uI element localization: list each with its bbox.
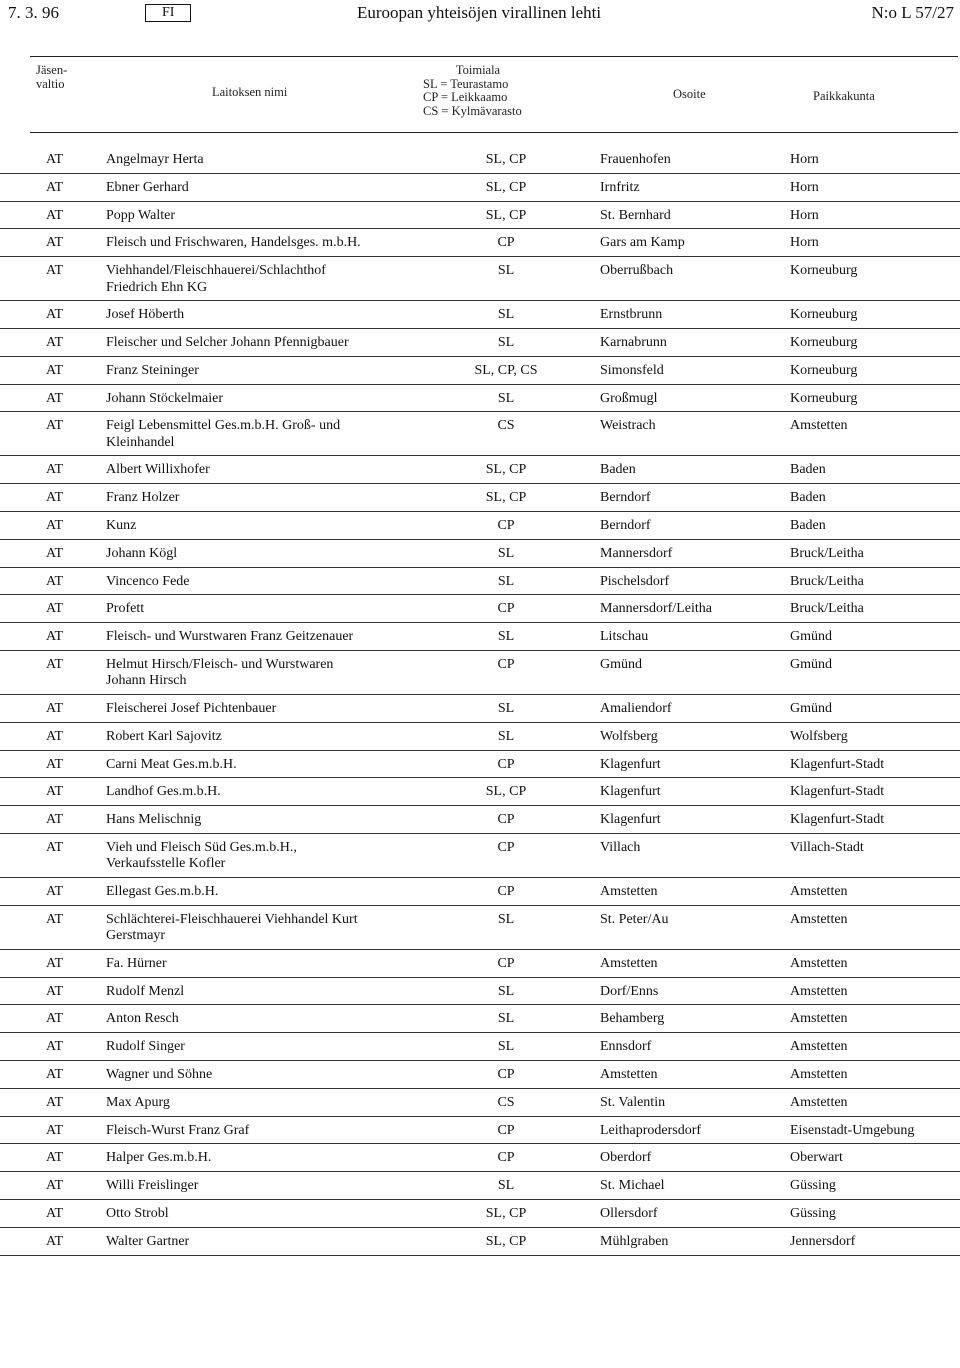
address-cell: Oberdorf [600, 1150, 652, 1166]
table-row [0, 456, 960, 484]
table-row [0, 834, 960, 878]
locality-cell: Klagenfurt-Stadt [790, 812, 885, 828]
member-state-cell: AT [46, 883, 64, 899]
establishment-name-cell [106, 235, 396, 252]
locality-cell: Gmünd [790, 629, 832, 645]
member-state-cell: AT [46, 1178, 64, 1194]
establishment-name-cell [106, 546, 396, 563]
establishment-name-line: Fleisch- und Wurstwaren Franz Geitzenauer [106, 629, 354, 645]
activity-cell: CP [497, 839, 515, 855]
table-row [0, 1033, 960, 1061]
table-row [0, 484, 960, 512]
establishment-name-line: Fleischer und Selcher Johann Pfennigbauer [106, 334, 349, 350]
address-cell: Ernstbrunn [600, 307, 663, 323]
establishment-name-line: Angelmayr Herta [106, 152, 204, 167]
locality-cell: Horn [790, 207, 819, 223]
locality-cell: Amstetten [790, 955, 848, 971]
table-row [0, 540, 960, 568]
establishment-table-body [0, 146, 960, 1256]
member-state-cell: AT [46, 573, 64, 589]
establishment-name-line: Feigl Lebensmittel Ges.m.b.H. Groß- und [106, 418, 341, 434]
table-row [0, 301, 960, 329]
locality-cell: Güssing [790, 1205, 836, 1221]
establishment-name-cell [106, 263, 396, 296]
locality-cell: Baden [790, 517, 826, 533]
address-cell: St. Michael [600, 1178, 665, 1194]
activity-cell: SL [497, 983, 515, 999]
activity-cell: SL [497, 545, 515, 561]
establishment-name-line: Fleisch-Wurst Franz Graf [106, 1122, 250, 1138]
activity-cell: SL [497, 1039, 515, 1055]
member-state-cell: AT [46, 911, 64, 927]
establishment-name-line: Hans Melischnig [106, 812, 202, 828]
locality-cell: Gmünd [790, 656, 832, 672]
column-header-address: Osoite [673, 87, 706, 101]
table-row [0, 1172, 960, 1200]
establishment-name-cell [106, 757, 396, 774]
address-cell: Amstetten [600, 883, 658, 899]
establishment-name-cell [106, 1150, 396, 1167]
activity-cell: SL, CP, CS [474, 362, 538, 378]
locality-cell: Güssing [790, 1178, 836, 1194]
locality-cell: Baden [790, 462, 826, 478]
locality-cell: Horn [790, 152, 819, 167]
member-state-cell: AT [46, 334, 64, 350]
address-cell: Frauenhofen [600, 152, 671, 167]
establishment-name-line: Vieh und Fleisch Süd Ges.m.b.H., [106, 839, 297, 855]
locality-cell: Bruck/Leitha [790, 545, 864, 561]
establishment-name-cell [106, 208, 396, 225]
establishment-name-line: Fleisch und Frischwaren, Handelsges. m.b.H. [106, 235, 361, 251]
establishment-name-cell [106, 1067, 396, 1084]
table-row [0, 1200, 960, 1228]
locality-cell: Amstetten [790, 1039, 848, 1055]
establishment-name-cell [106, 956, 396, 973]
table-row [0, 906, 960, 950]
address-cell: Klagenfurt [600, 812, 661, 828]
language-code-box: FI [145, 4, 191, 22]
member-state-cell: AT [46, 517, 64, 533]
table-row [0, 329, 960, 357]
table-row [0, 174, 960, 202]
activity-cell: CP [497, 235, 515, 251]
member-state-cell: AT [46, 390, 64, 406]
address-cell: Amstetten [600, 1066, 658, 1082]
address-cell: Berndorf [600, 490, 651, 506]
table-row [0, 568, 960, 596]
establishment-name-cell [106, 1178, 396, 1195]
establishment-name-cell [106, 1234, 396, 1251]
locality-cell: Amstetten [790, 983, 848, 999]
page-header [0, 0, 960, 30]
table-row [0, 1005, 960, 1033]
locality-cell: Amstetten [790, 1094, 848, 1110]
activity-cell: CP [497, 601, 515, 617]
establishment-name-line: Halper Ges.m.b.H. [106, 1150, 212, 1166]
table-row [0, 1228, 960, 1256]
establishment-name-cell [106, 152, 396, 169]
table-row [0, 1144, 960, 1172]
locality-cell: Korneuburg [790, 362, 858, 378]
table-row [0, 357, 960, 385]
locality-cell: Amstetten [790, 418, 848, 434]
member-state-cell: AT [46, 362, 64, 378]
column-header-locality: Paikkakunta [813, 89, 875, 103]
establishment-name-line: Johann Stöckelmaier [106, 390, 224, 406]
establishment-name-line: Landhof Ges.m.b.H. [106, 784, 221, 800]
establishment-name-line: Anton Resch [106, 1011, 179, 1027]
member-state-cell: AT [46, 656, 64, 672]
address-cell: Villach [600, 839, 641, 855]
table-row [0, 978, 960, 1006]
locality-cell: Jennersdorf [790, 1233, 856, 1249]
establishment-name-cell [106, 418, 396, 451]
establishment-name-line: Verkaufsstelle Kofler [106, 856, 226, 872]
member-state-cell: AT [46, 490, 64, 506]
address-cell: Mühlgraben [600, 1233, 669, 1249]
establishment-name-cell [106, 701, 396, 718]
locality-cell: Baden [790, 490, 826, 506]
locality-cell: Wolfsberg [790, 728, 848, 744]
table-row [0, 412, 960, 456]
member-state-cell: AT [46, 728, 64, 744]
address-cell: Baden [600, 462, 636, 478]
member-state-cell: AT [46, 235, 64, 251]
address-cell: Ollersdorf [600, 1205, 658, 1221]
member-state-cell: AT [46, 839, 64, 855]
address-cell: Weistrach [600, 418, 656, 434]
activity-cell: SL [497, 573, 515, 589]
publication-date: 7. 3. 96 [8, 3, 59, 22]
member-state-cell: AT [46, 462, 64, 478]
establishment-name-cell [106, 629, 396, 646]
locality-cell: Horn [790, 235, 819, 251]
activity-legend-line: SL = Teurastamo [423, 76, 509, 91]
address-cell: St. Bernhard [600, 207, 671, 223]
locality-cell: Gmünd [790, 700, 832, 716]
table-row [0, 1117, 960, 1145]
column-header-establishment: Laitoksen nimi [212, 85, 288, 99]
locality-cell: Amstetten [790, 1011, 848, 1027]
table-row [0, 778, 960, 806]
establishment-name-line: Rudolf Singer [106, 1039, 185, 1055]
member-state-cell: AT [46, 179, 64, 195]
establishment-name-line: Ellegast Ges.m.b.H. [106, 883, 219, 899]
establishment-name-cell [106, 1206, 396, 1223]
establishment-name-cell [106, 180, 396, 197]
activity-cell: SL, CP [485, 490, 527, 506]
establishment-name-line: Schlächterei-Fleischhauerei Viehhandel Kurt [106, 911, 358, 927]
address-cell: Großmugl [600, 390, 658, 406]
establishment-name-line: Viehhandel/Fleischhauerei/Schlachthof [106, 263, 326, 279]
activity-legend-line: CP = Leikkaamo [423, 90, 508, 104]
table-header-rule [30, 132, 958, 133]
column-header-member-state-line: valtio [36, 76, 65, 91]
member-state-cell: AT [46, 955, 64, 971]
activity-cell: SL, CP [485, 207, 527, 223]
activity-cell: SL, CP [485, 462, 527, 478]
establishment-name-cell [106, 335, 396, 352]
establishment-name-cell [106, 812, 396, 829]
locality-cell: Villach-Stadt [790, 839, 864, 855]
establishment-name-cell [106, 363, 396, 380]
address-cell: Litschau [600, 629, 649, 645]
address-cell: Klagenfurt [600, 756, 661, 772]
establishment-name-line: Friedrich Ehn KG [106, 279, 208, 295]
establishment-name-cell [106, 490, 396, 507]
locality-cell: Amstetten [790, 911, 848, 927]
establishment-name-cell [106, 518, 396, 535]
table-row [0, 751, 960, 779]
establishment-name-cell [106, 1011, 396, 1028]
establishment-name-cell [106, 657, 396, 690]
locality-cell: Korneuburg [790, 307, 858, 323]
member-state-cell: AT [46, 629, 64, 645]
activity-cell: CS [497, 1094, 515, 1110]
establishment-name-line: Vincenco Fede [106, 573, 190, 589]
member-state-cell: AT [46, 1094, 64, 1110]
table-row [0, 651, 960, 695]
member-state-cell: AT [46, 418, 64, 434]
table-row [0, 146, 960, 174]
address-cell: Behamberg [600, 1011, 665, 1027]
establishment-name-cell [106, 729, 396, 746]
establishment-name-line: Carni Meat Ges.m.b.H. [106, 756, 237, 772]
establishment-name-line: Max Apurg [106, 1094, 170, 1110]
journal-title: Euroopan yhteisöjen virallinen lehti [357, 3, 602, 22]
establishment-name-cell [106, 1039, 396, 1056]
address-cell: Mannersdorf [600, 545, 673, 561]
activity-cell: SL [497, 1011, 515, 1027]
table-row [0, 806, 960, 834]
member-state-cell: AT [46, 1205, 64, 1221]
table-row [0, 950, 960, 978]
table-row [0, 623, 960, 651]
activity-cell: CP [497, 883, 515, 899]
establishment-name-line: Fleischerei Josef Pichtenbauer [106, 700, 277, 716]
activity-cell: SL, CP [485, 784, 527, 800]
activity-cell: SL, CP [485, 179, 527, 195]
address-cell: Gars am Kamp [600, 235, 685, 251]
locality-cell: Korneuburg [790, 334, 858, 350]
activity-cell: SL, CP [485, 152, 527, 167]
address-cell: Irnfritz [600, 179, 640, 195]
activity-cell: SL [497, 390, 515, 406]
activity-cell: SL [497, 911, 515, 927]
member-state-cell: AT [46, 812, 64, 828]
column-header-activity-title: Toimiala [455, 63, 501, 77]
establishment-name-cell [106, 1123, 396, 1140]
locality-cell: Bruck/Leitha [790, 573, 864, 589]
locality-cell: Klagenfurt-Stadt [790, 756, 885, 772]
member-state-cell: AT [46, 700, 64, 716]
table-header [0, 56, 960, 132]
locality-cell: Klagenfurt-Stadt [790, 784, 885, 800]
address-cell: Amstetten [600, 955, 658, 971]
address-cell: Berndorf [600, 517, 651, 533]
activity-cell: SL [497, 334, 515, 350]
member-state-cell: AT [46, 545, 64, 561]
table-row [0, 229, 960, 257]
address-cell: Oberrußbach [600, 263, 674, 279]
establishment-name-line: Robert Karl Sajovitz [106, 728, 222, 744]
column-header-member-state [36, 64, 67, 91]
locality-cell: Bruck/Leitha [790, 601, 864, 617]
activity-cell: SL [497, 1178, 515, 1194]
locality-cell: Korneuburg [790, 390, 858, 406]
establishment-name-line: Johann Hirsch [106, 673, 187, 689]
member-state-cell: AT [46, 207, 64, 223]
address-cell: Gmünd [600, 656, 642, 672]
column-header-activity [423, 64, 533, 118]
locality-cell: Amstetten [790, 883, 848, 899]
member-state-cell: AT [46, 1066, 64, 1082]
activity-cell: CP [497, 1066, 515, 1082]
member-state-cell: AT [46, 1122, 64, 1138]
member-state-cell: AT [46, 1150, 64, 1166]
table-row [0, 202, 960, 230]
table-row [0, 1089, 960, 1117]
member-state-cell: AT [46, 983, 64, 999]
establishment-name-cell [106, 462, 396, 479]
member-state-cell: AT [46, 1011, 64, 1027]
table-row [0, 878, 960, 906]
address-cell: Mannersdorf/Leitha [600, 601, 712, 617]
address-cell: Ennsdorf [600, 1039, 652, 1055]
activity-cell: SL [497, 700, 515, 716]
establishment-name-line: Franz Holzer [106, 490, 180, 506]
establishment-name-line: Wagner und Söhne [106, 1066, 213, 1082]
establishment-name-cell [106, 307, 396, 324]
establishment-name-cell [106, 840, 396, 873]
establishment-name-cell [106, 391, 396, 408]
activity-cell: SL [497, 629, 515, 645]
establishment-name-line: Ebner Gerhard [106, 179, 189, 195]
member-state-cell: AT [46, 601, 64, 617]
establishment-name-cell [106, 574, 396, 591]
member-state-cell: AT [46, 756, 64, 772]
establishment-name-line: Gerstmayr [106, 928, 166, 944]
activity-cell: CP [497, 812, 515, 828]
establishment-name-line: Helmut Hirsch/Fleisch- und Wurstwaren [106, 656, 334, 672]
address-cell: Klagenfurt [600, 784, 661, 800]
activity-cell: CP [497, 1150, 515, 1166]
establishment-name-line: Popp Walter [106, 207, 175, 223]
establishment-name-cell [106, 984, 396, 1001]
member-state-cell: AT [46, 1233, 64, 1249]
address-cell: Leithaprodersdorf [600, 1122, 702, 1138]
establishment-name-cell [106, 912, 396, 945]
table-row [0, 257, 960, 301]
address-cell: Amaliendorf [600, 700, 672, 716]
page-reference: N:o L 57/27 [871, 3, 954, 22]
table-row [0, 723, 960, 751]
activity-cell: SL, CP [485, 1233, 527, 1249]
locality-cell: Amstetten [790, 1066, 848, 1082]
activity-cell: SL [497, 307, 515, 323]
establishment-name-line: Fa. Hürner [106, 955, 167, 971]
establishment-name-line: Kleinhandel [106, 434, 175, 450]
table-row [0, 512, 960, 540]
activity-cell: CP [497, 517, 515, 533]
establishment-name-line: Johann Kögl [106, 545, 178, 561]
locality-cell: Horn [790, 179, 819, 195]
address-cell: St. Peter/Au [600, 911, 669, 927]
establishment-name-line: Otto Strobl [106, 1205, 169, 1221]
activity-cell: CP [497, 756, 515, 772]
member-state-cell: AT [46, 1039, 64, 1055]
locality-cell: Oberwart [790, 1150, 843, 1166]
member-state-cell: AT [46, 784, 64, 800]
address-cell: St. Valentin [600, 1094, 666, 1110]
member-state-cell: AT [46, 307, 64, 323]
establishment-name-line: Franz Steininger [106, 362, 199, 378]
activity-legend-line: CS = Kylmävarasto [423, 103, 522, 118]
locality-cell: Eisenstadt-Umgebung [790, 1122, 915, 1138]
establishment-name-cell [106, 601, 396, 618]
establishment-name-cell [106, 1095, 396, 1112]
table-row [0, 695, 960, 723]
address-cell: Karnabrunn [600, 334, 667, 350]
activity-cell: CP [497, 1122, 515, 1138]
locality-cell: Korneuburg [790, 263, 858, 279]
activity-cell: CP [497, 955, 515, 971]
establishment-name-line: Profett [106, 601, 145, 617]
establishment-name-line: Willi Freislinger [106, 1178, 199, 1194]
establishment-name-line: Kunz [106, 517, 137, 533]
establishment-name-line: Albert Willixhofer [106, 462, 210, 478]
establishment-name-line: Josef Höberth [106, 307, 185, 323]
address-cell: Pischelsdorf [600, 573, 670, 589]
establishment-name-cell [106, 884, 396, 901]
table-row [0, 595, 960, 623]
establishment-name-line: Walter Gartner [106, 1233, 190, 1249]
address-cell: Simonsfeld [600, 362, 664, 378]
establishment-name-cell [106, 784, 396, 801]
activity-cell: CP [497, 656, 515, 672]
address-cell: Dorf/Enns [600, 983, 659, 999]
table-row [0, 1061, 960, 1089]
table-row [0, 385, 960, 413]
activity-cell: SL [497, 728, 515, 744]
establishment-name-line: Rudolf Menzl [106, 983, 185, 999]
address-cell: Wolfsberg [600, 728, 658, 744]
activity-cell: SL [497, 263, 515, 279]
activity-cell: SL, CP [485, 1205, 527, 1221]
column-header-member-state-line: Jäsen- [36, 63, 68, 77]
member-state-cell: AT [46, 263, 64, 279]
member-state-cell: AT [46, 152, 64, 167]
activity-cell: CS [497, 418, 515, 434]
